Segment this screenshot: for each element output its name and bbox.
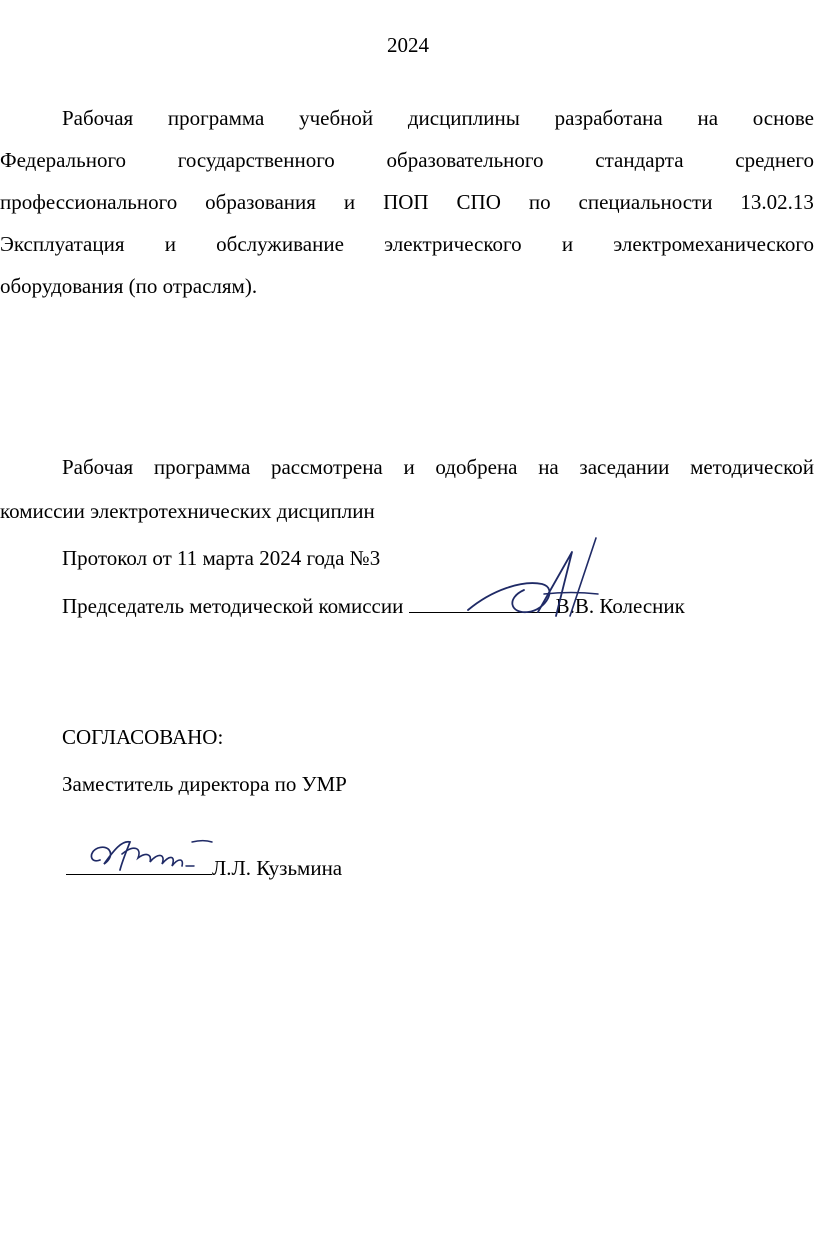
word: ПОП (383, 190, 429, 214)
approval-paragraph-line-1 (0, 452, 814, 482)
word: и (403, 455, 415, 479)
protocol-line: Протокол от 11 марта 2024 года №3 (62, 546, 381, 570)
basis-paragraph-line-4 (0, 229, 814, 259)
agreed-position: Заместитель директора по УМР (62, 772, 347, 796)
word: СПО (456, 190, 501, 214)
word: Эксплуатация (0, 232, 125, 256)
document-year: 2024 (387, 33, 429, 57)
word: государственного (177, 148, 335, 172)
agreed-title: СОГЛАСОВАНО: (62, 725, 224, 749)
word: образовательного (386, 148, 544, 172)
word: одобрена (435, 455, 518, 479)
agreed-name: Л.Л. Кузьмина (212, 856, 343, 880)
word: программа (167, 106, 265, 130)
word: специальности (578, 190, 713, 214)
word: учебной (299, 106, 374, 130)
chairman-label: Председатель методической комиссии (62, 594, 409, 618)
approval-paragraph-line-2: комиссии электротехнических дисциплин (0, 499, 375, 523)
word: методической (690, 455, 814, 479)
word: обслуживание (216, 232, 344, 256)
word: по (528, 190, 551, 214)
word: и (164, 232, 176, 256)
word: стандарта (595, 148, 684, 172)
word: Рабочая (62, 106, 134, 130)
word: образования (205, 190, 316, 214)
word: 13.02.13 (740, 190, 814, 214)
word: электрического (384, 232, 522, 256)
word: основе (752, 106, 814, 130)
word: на (538, 455, 559, 479)
word: электромеханического (613, 232, 814, 256)
word: рассмотрена (270, 455, 383, 479)
word: программа (153, 455, 251, 479)
word: и (561, 232, 574, 256)
basis-paragraph-line-2 (0, 145, 814, 175)
basis-paragraph-line-3 (0, 187, 814, 217)
word: среднего (735, 148, 814, 172)
word: разработана (554, 106, 663, 130)
chairman-signature (462, 532, 612, 632)
word: на (697, 106, 719, 130)
word: профессионального (0, 190, 178, 214)
word: заседании (579, 455, 670, 479)
chairman-name: В.В. Колесник (555, 594, 685, 618)
word: дисциплины (407, 106, 520, 130)
basis-paragraph-line-1 (0, 103, 814, 133)
word: и (343, 190, 356, 214)
word: Рабочая (62, 455, 134, 479)
word: Федерального (0, 148, 127, 172)
deputy-signature (82, 830, 222, 880)
basis-paragraph-line-5: оборудования (по отраслям). (0, 274, 258, 298)
